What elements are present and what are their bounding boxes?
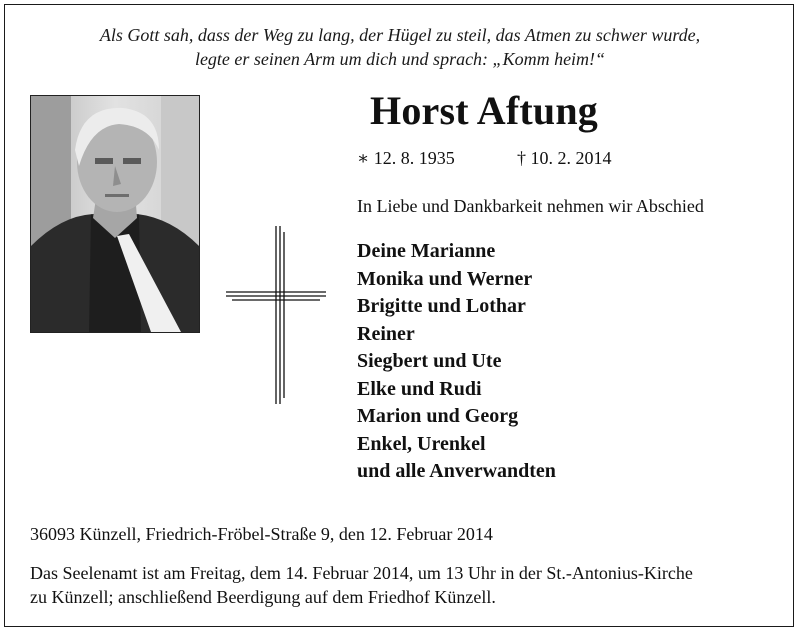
mourner-entry: Marion und Georg bbox=[357, 405, 519, 427]
mourners-list bbox=[357, 238, 556, 486]
quote-line-1: Als Gott sah, dass der Weg zu lang, der Hügel zu steil, das Atmen zu schwer wurde, bbox=[99, 25, 701, 45]
address-line: 36093 Künzell, Friedrich-Fröbel-Straße 9, den 12. Februar 2014 bbox=[30, 524, 493, 544]
mourner-entry: Reiner bbox=[357, 322, 415, 345]
service-line-2: zu Künzell; anschließend Beerdigung auf dem Friedhof Künzell. bbox=[30, 587, 496, 607]
cross-icon bbox=[226, 226, 326, 409]
quote-line-2: legte er seinen Arm um dich und sprach: „Komm heim!“ bbox=[194, 49, 606, 69]
service-info bbox=[30, 561, 790, 609]
deceased-name: Horst Aftung bbox=[370, 88, 598, 133]
mourner-entry: Deine Marianne bbox=[357, 240, 496, 262]
birth-date: ∗ 12. 8. 1935 bbox=[357, 148, 455, 168]
service-line-1: Das Seelenamt ist am Freitag, dem 14. Februar 2014, um 13 Uhr in der St.-Antonius-Kirche bbox=[30, 563, 693, 583]
mourner-entry: und alle Anverwandten bbox=[357, 460, 556, 482]
mourner-entry: Monika und Werner bbox=[357, 267, 533, 290]
farewell-text: In Liebe und Dankbarkeit nehmen wir Abschied bbox=[357, 196, 704, 216]
mourner-entry: Siegbert und Ute bbox=[357, 350, 502, 372]
death-date: † 10. 2. 2014 bbox=[517, 148, 612, 168]
mourner-entry: Enkel, Urenkel bbox=[357, 432, 486, 455]
portrait-photo bbox=[30, 95, 200, 333]
mourner-entry: Elke und Rudi bbox=[357, 377, 482, 400]
mourner-entry: Brigitte und Lothar bbox=[357, 295, 526, 317]
